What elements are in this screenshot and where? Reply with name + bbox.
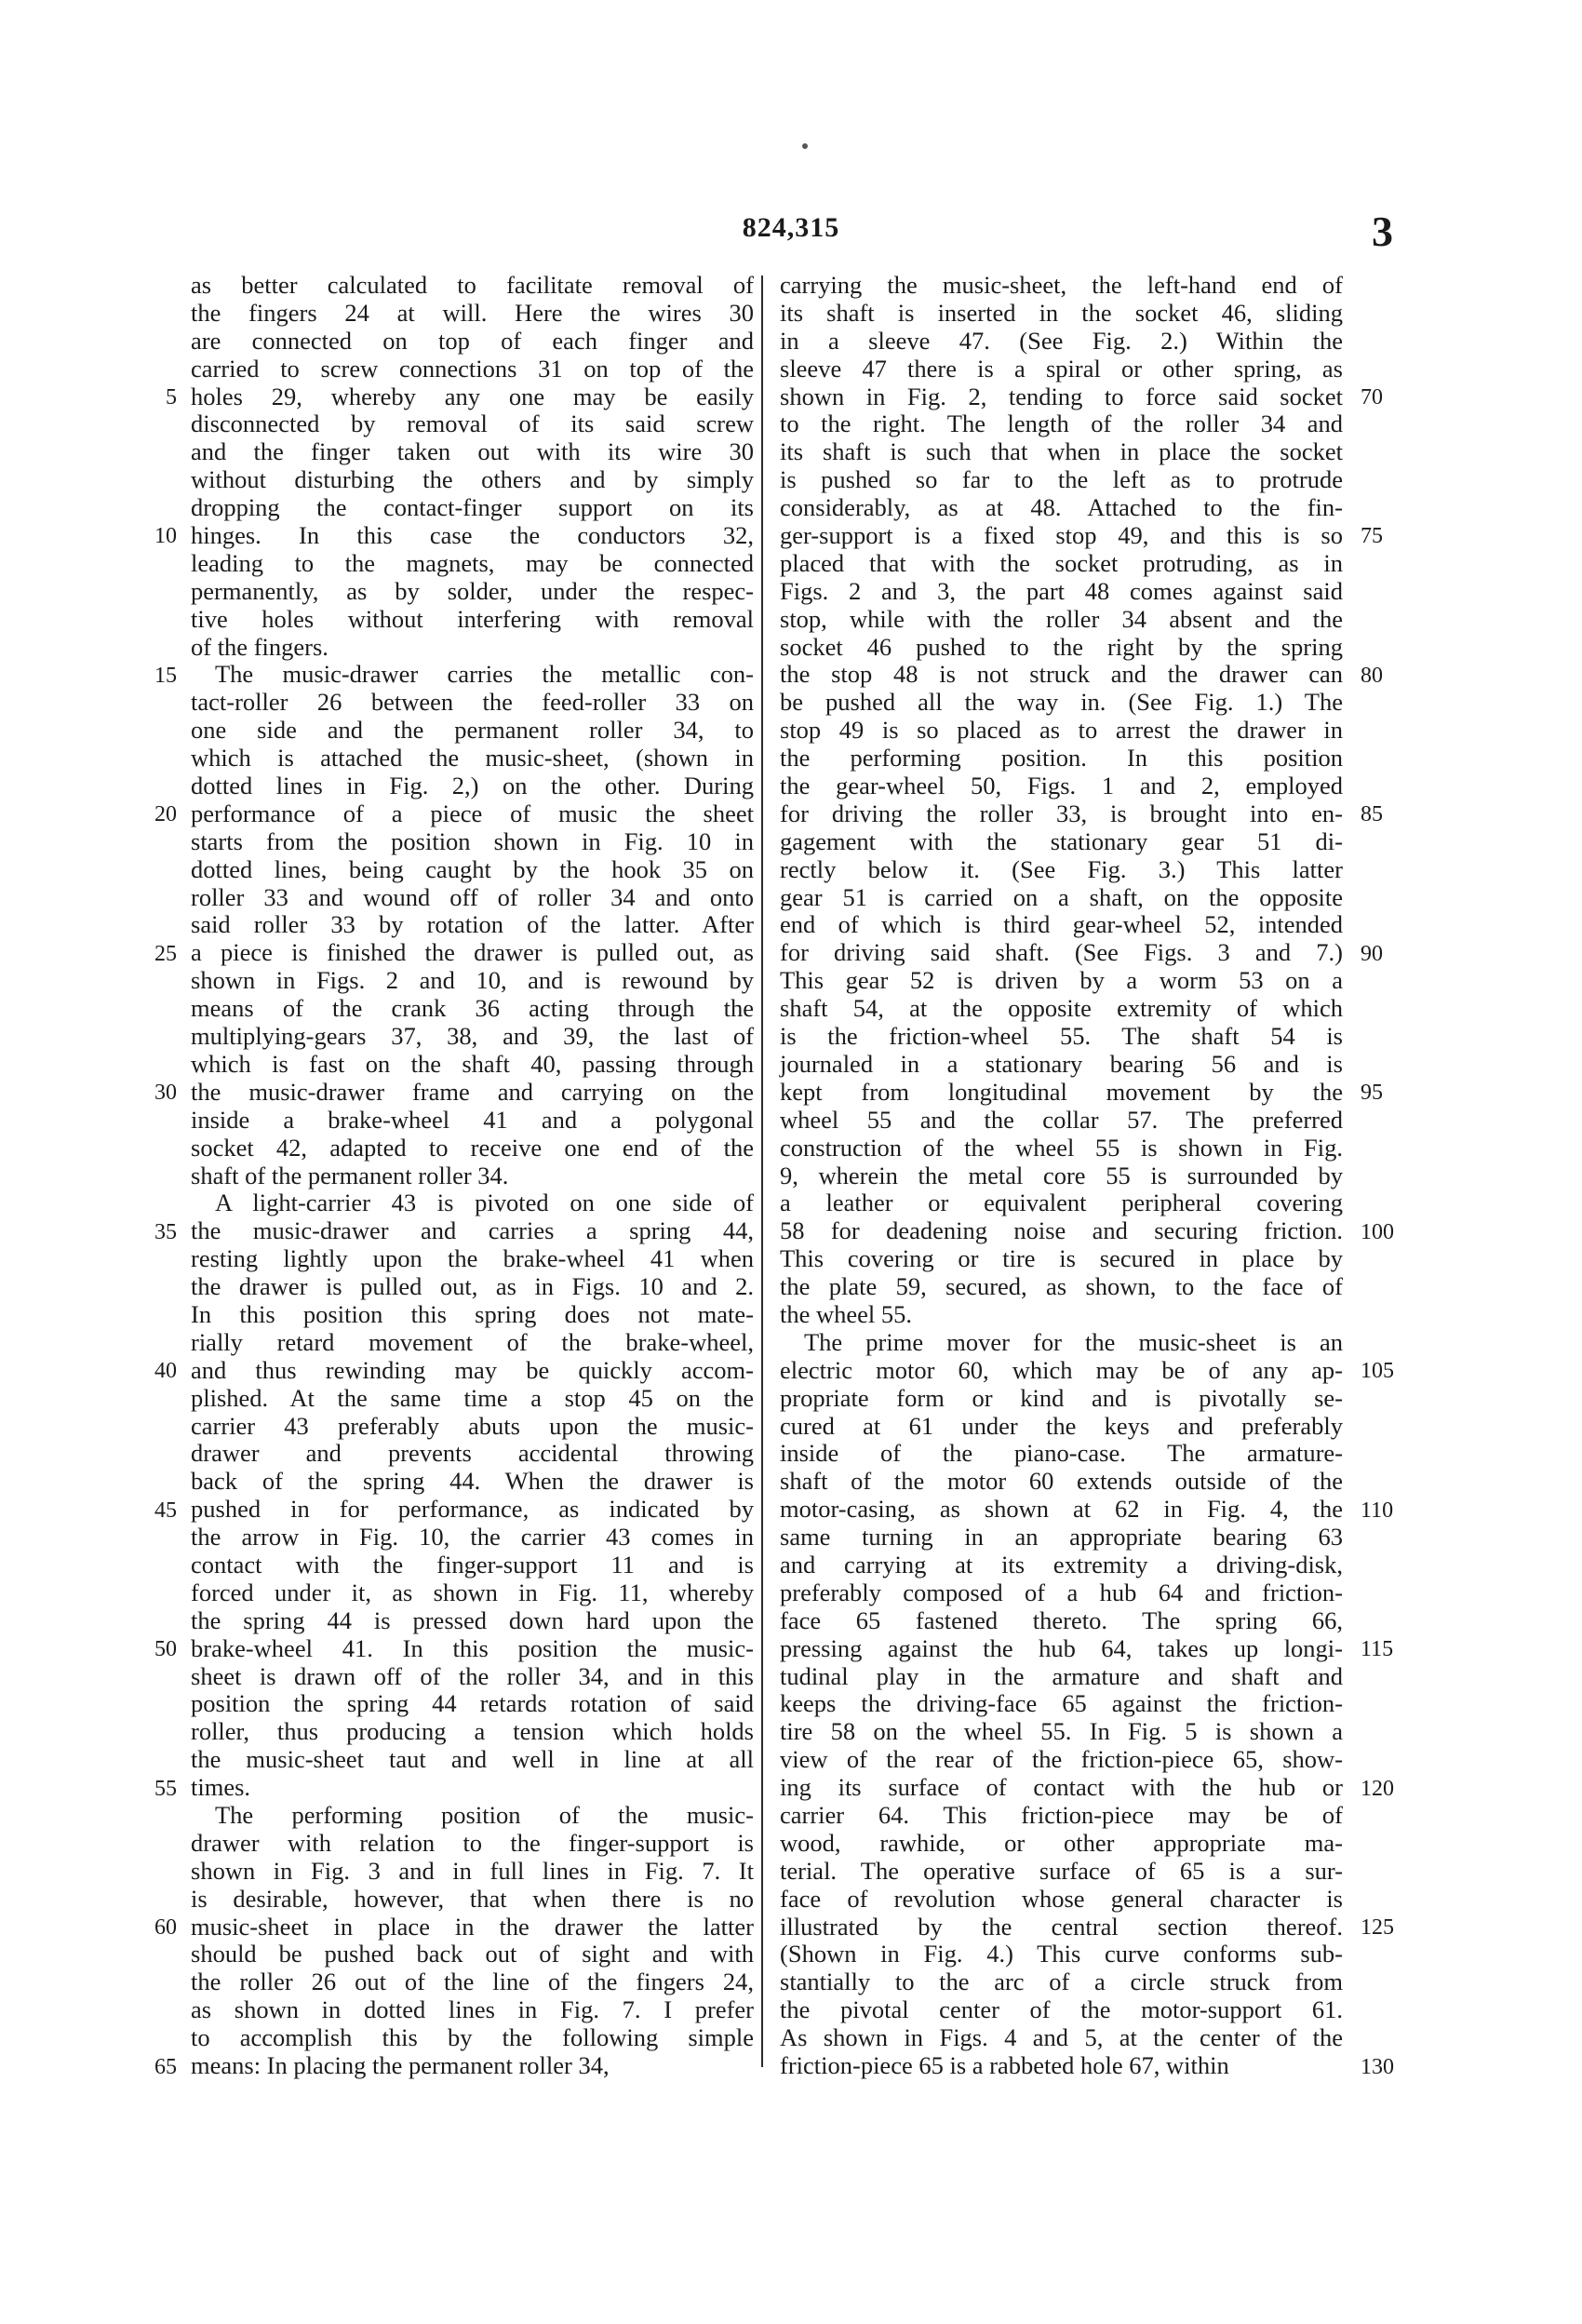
line-number: 80 bbox=[1361, 663, 1383, 688]
text-line: hinges. In this case the conductors 32, bbox=[191, 521, 754, 550]
text-line: face 65 fastened thereto. The spring 66, bbox=[780, 1605, 1343, 1634]
text-line: The prime mover for the music-sheet is an bbox=[804, 1327, 1343, 1356]
line-number: 50 bbox=[154, 1637, 177, 1662]
text-line: in a sleeve 47. (See Fig. 2.) Within the bbox=[780, 326, 1343, 355]
text-line: drawer and prevents accidental throwing bbox=[191, 1439, 754, 1468]
text-line: the arrow in Fig. 10, the carrier 43 comes in bbox=[191, 1523, 754, 1552]
text-line: the performing position. In this position bbox=[780, 744, 1343, 772]
text-line: a piece is finished the drawer is pulled out, as bbox=[191, 938, 754, 967]
text-line: motor-casing, as shown at 62 in Fig. 4, the bbox=[780, 1495, 1343, 1524]
text-line: shown in Figs. 2 and 10, and is rewound by bbox=[191, 966, 754, 995]
text-line: for driving the roller 33, is brought into en- bbox=[780, 799, 1343, 827]
text-line: wheel 55 and the collar 57. The preferred bbox=[780, 1105, 1343, 1134]
text-line: the music-sheet taut and well in line at all bbox=[191, 1745, 754, 1774]
text-line: which is fast on the shaft 40, passing through bbox=[191, 1049, 754, 1078]
line-number: 15 bbox=[154, 663, 177, 688]
line-number: 55 bbox=[154, 1776, 177, 1801]
text-line: forced under it, as shown in Fig. 11, whereby bbox=[191, 1578, 754, 1606]
line-number: 85 bbox=[1361, 802, 1383, 827]
text-line: terial. The operative surface of 65 is a sur- bbox=[780, 1856, 1343, 1885]
text-line: leading to the magnets, may be connected bbox=[191, 548, 754, 577]
text-line: its shaft is such that when in place the socket bbox=[780, 437, 1343, 466]
text-line: the music-drawer frame and carrying on the bbox=[191, 1077, 754, 1106]
text-line: placed that with the socket protruding, as in bbox=[780, 548, 1343, 577]
line-number: 105 bbox=[1361, 1359, 1394, 1384]
text-line: the plate 59, secured, as shown, to the face of bbox=[780, 1272, 1343, 1301]
text-line: pushed in for performance, as indicated by bbox=[191, 1495, 754, 1524]
line-number: 30 bbox=[154, 1081, 177, 1106]
text-line: end of which is third gear-wheel 52, intended bbox=[780, 910, 1343, 939]
text-line: and thus rewinding may be quickly accom- bbox=[191, 1355, 754, 1384]
text-line: is desirable, however, that when there is no bbox=[191, 1884, 754, 1913]
text-line: its shaft is inserted in the socket 46, sliding bbox=[780, 298, 1343, 327]
text-line: is pushed so far to the left as to protrude bbox=[780, 465, 1343, 494]
line-number: 90 bbox=[1361, 941, 1383, 966]
text-line: back of the spring 44. When the drawer is bbox=[191, 1467, 754, 1496]
right-text-column bbox=[780, 272, 1343, 2077]
text-line: shown in Fig. 2, tending to force said socket bbox=[780, 382, 1343, 410]
line-number: 10 bbox=[154, 524, 177, 549]
line-number: 95 bbox=[1361, 1081, 1383, 1106]
text-line: to accomplish this by the following simple bbox=[191, 2023, 754, 2052]
text-line: disconnected by removal of its said screw bbox=[191, 410, 754, 438]
text-line: carrying the music-sheet, the left-hand end of bbox=[780, 271, 1343, 299]
text-line: kept from longitudinal movement by the bbox=[780, 1077, 1343, 1106]
line-number: 5 bbox=[166, 384, 177, 410]
text-line: construction of the wheel 55 is shown in Fig. bbox=[780, 1133, 1343, 1162]
text-line: illustrated by the central section thereof. bbox=[780, 1912, 1343, 1941]
text-line: face of revolution whose general character is bbox=[780, 1884, 1343, 1913]
text-line: sheet is drawn off of the roller 34, and in this bbox=[191, 1661, 754, 1690]
text-line: rially retard movement of the brake-wheel, bbox=[191, 1327, 754, 1356]
text-line: shaft of the permanent roller 34. bbox=[191, 1161, 509, 1189]
text-line: Figs. 2 and 3, the part 48 comes against said bbox=[780, 576, 1343, 605]
print-speck bbox=[802, 143, 808, 149]
text-line: brake-wheel 41. In this position the music- bbox=[191, 1633, 754, 1662]
text-line: means: In placing the permanent roller 34, bbox=[191, 2051, 610, 2079]
text-line: roller 33 and wound off of roller 34 and onto bbox=[191, 882, 754, 911]
text-line: sleeve 47 there is a spiral or other spring, as bbox=[780, 354, 1343, 383]
text-line: and the finger taken out with its wire 30 bbox=[191, 437, 754, 466]
text-line: shaft of the motor 60 extends outside of the bbox=[780, 1467, 1343, 1496]
text-line: As shown in Figs. 4 and 5, at the center of the bbox=[780, 2023, 1343, 2052]
text-line: 9, wherein the metal core 55 is surrounded by bbox=[780, 1161, 1343, 1189]
text-line: socket 42, adapted to receive one end of the bbox=[191, 1133, 754, 1162]
text-line: stantially to the arc of a circle struck from bbox=[780, 1968, 1343, 1996]
text-line: the stop 48 is not struck and the drawer can bbox=[780, 660, 1343, 689]
text-line: as shown in dotted lines in Fig. 7. I prefer bbox=[191, 1995, 754, 2024]
text-line: shown in Fig. 3 and in full lines in Fig. 7. It bbox=[191, 1856, 754, 1885]
text-line: journaled in a stationary bearing 56 and is bbox=[780, 1049, 1343, 1078]
text-line: without disturbing the others and by simply bbox=[191, 465, 754, 494]
text-line: the pivotal center of the motor-support 61. bbox=[780, 1995, 1343, 2024]
text-line: shaft 54, at the opposite extremity of which bbox=[780, 994, 1343, 1023]
text-line: inside of the piano-case. The armature- bbox=[780, 1439, 1343, 1468]
left-text-column bbox=[191, 272, 754, 2077]
text-line: of the fingers. bbox=[191, 632, 328, 661]
text-line: stop, while with the roller 34 absent and the bbox=[780, 604, 1343, 633]
text-line: resting lightly upon the brake-wheel 41 when bbox=[191, 1244, 754, 1273]
text-line: A light-carrier 43 is pivoted on one side of bbox=[215, 1189, 754, 1217]
text-line: tive holes without interfering with removal bbox=[191, 604, 754, 633]
text-line: This gear 52 is driven by a worm 53 on a bbox=[780, 966, 1343, 995]
text-line: dropping the contact-finger support on its bbox=[191, 493, 754, 522]
text-line: the spring 44 is pressed down hard upon the bbox=[191, 1605, 754, 1634]
line-number: 75 bbox=[1361, 524, 1383, 549]
text-line: tudinal play in the armature and shaft and bbox=[780, 1661, 1343, 1690]
text-line: holes 29, whereby any one may be easily bbox=[191, 382, 754, 410]
text-line: The performing position of the music- bbox=[215, 1800, 754, 1829]
text-line: performance of a piece of music the sheet bbox=[191, 799, 754, 827]
text-line: the fingers 24 at will. Here the wires 30 bbox=[191, 298, 754, 327]
text-line: This covering or tire is secured in place by bbox=[780, 1244, 1343, 1273]
line-number: 130 bbox=[1361, 2054, 1394, 2079]
text-line: ger-support is a fixed stop 49, and this is so bbox=[780, 521, 1343, 550]
line-number: 60 bbox=[154, 1915, 177, 1941]
text-line: carrier 64. This friction-piece may be of bbox=[780, 1800, 1343, 1829]
text-line: to the right. The length of the roller 34 and bbox=[780, 410, 1343, 438]
text-line: propriate form or kind and is pivotally se- bbox=[780, 1383, 1343, 1412]
text-line: inside a brake-wheel 41 and a polygonal bbox=[191, 1105, 754, 1134]
text-line: the drawer is pulled out, as in Figs. 10 and 2. bbox=[191, 1272, 754, 1301]
text-line: be pushed all the way in. (See Fig. 1.) The bbox=[780, 688, 1343, 717]
text-line: starts from the position shown in Fig. 10 in bbox=[191, 826, 754, 855]
text-line: times. bbox=[191, 1773, 251, 1802]
text-line: keeps the driving-face 65 against the friction- bbox=[780, 1689, 1343, 1718]
text-line: the roller 26 out of the line of the fingers 24, bbox=[191, 1968, 754, 1996]
line-number: 20 bbox=[154, 802, 177, 827]
text-line: as better calculated to facilitate removal of bbox=[191, 271, 754, 299]
text-line: and carrying at its extremity a driving-disk, bbox=[780, 1550, 1343, 1578]
text-line: rectly below it. (See Fig. 3.) This latter bbox=[780, 854, 1343, 883]
text-line: position the spring 44 retards rotation of said bbox=[191, 1689, 754, 1718]
text-line: one side and the permanent roller 34, to bbox=[191, 716, 754, 745]
line-number: 120 bbox=[1361, 1776, 1394, 1801]
line-number: 25 bbox=[154, 941, 177, 966]
line-number: 110 bbox=[1361, 1498, 1394, 1523]
text-line: means of the crank 36 acting through the bbox=[191, 994, 754, 1023]
line-number: 40 bbox=[154, 1359, 177, 1384]
text-line: for driving said shaft. (See Figs. 3 and 7.) bbox=[780, 938, 1343, 967]
text-line: tire 58 on the wheel 55. In Fig. 5 is shown a bbox=[780, 1717, 1343, 1746]
text-line: the wheel 55. bbox=[780, 1299, 913, 1328]
text-line: plished. At the same time a stop 45 on the bbox=[191, 1383, 754, 1412]
text-line: same turning in an appropriate bearing 63 bbox=[780, 1523, 1343, 1552]
column-divider bbox=[761, 275, 763, 2067]
text-line: said roller 33 by rotation of the latter. After bbox=[191, 910, 754, 939]
text-line: music-sheet in place in the drawer the latter bbox=[191, 1912, 754, 1941]
line-number: 35 bbox=[154, 1219, 177, 1244]
text-line: dotted lines in Fig. 2,) on the other. During bbox=[191, 772, 754, 800]
text-line: wood, rawhide, or other appropriate ma- bbox=[780, 1828, 1343, 1857]
text-line: are connected on top of each finger and bbox=[191, 326, 754, 355]
text-line: 58 for deadening noise and securing friction. bbox=[780, 1216, 1343, 1245]
text-line: a leather or equivalent peripheral covering bbox=[780, 1189, 1343, 1217]
text-line: electric motor 60, which may be of any ap- bbox=[780, 1355, 1343, 1384]
text-line: drawer with relation to the finger-support is bbox=[191, 1828, 754, 1857]
line-number: 125 bbox=[1361, 1915, 1394, 1941]
text-line: dotted lines, being caught by the hook 35 on bbox=[191, 854, 754, 883]
line-number: 70 bbox=[1361, 384, 1383, 410]
text-line: tact-roller 26 between the feed-roller 33 on bbox=[191, 688, 754, 717]
line-number: 45 bbox=[154, 1498, 177, 1523]
text-line: contact with the finger-support 11 and is bbox=[191, 1550, 754, 1578]
text-line: the music-drawer and carries a spring 44, bbox=[191, 1216, 754, 1245]
text-line: cured at 61 under the keys and preferably bbox=[780, 1411, 1343, 1440]
text-line: The music-drawer carries the metallic con- bbox=[215, 660, 754, 689]
text-line: permanently, as by solder, under the respec- bbox=[191, 576, 754, 605]
line-number: 100 bbox=[1361, 1219, 1394, 1244]
page-number: 3 bbox=[1372, 208, 1393, 255]
text-line: stop 49 is so placed as to arrest the drawer in bbox=[780, 716, 1343, 745]
text-line: carrier 43 preferably abuts upon the music- bbox=[191, 1411, 754, 1440]
text-line: preferably composed of a hub 64 and friction- bbox=[780, 1578, 1343, 1606]
text-line: In this position this spring does not mate- bbox=[191, 1299, 754, 1328]
text-line: considerably, as at 48. Attached to the fin- bbox=[780, 493, 1343, 522]
text-line: gear 51 is carried on a shaft, on the opposite bbox=[780, 882, 1343, 911]
text-line: which is attached the music-sheet, (shown in bbox=[191, 744, 754, 772]
text-line: carried to screw connections 31 on top of the bbox=[191, 354, 754, 383]
text-line: ing its surface of contact with the hub or bbox=[780, 1773, 1343, 1802]
text-line: is the friction-wheel 55. The shaft 54 is bbox=[780, 1022, 1343, 1051]
patent-number: 824,315 bbox=[742, 212, 840, 243]
line-number: 115 bbox=[1361, 1637, 1394, 1662]
text-line: multiplying-gears 37, 38, and 39, the last of bbox=[191, 1022, 754, 1051]
line-number: 65 bbox=[154, 2054, 177, 2079]
text-line: friction-piece 65 is a rabbeted hole 67, within bbox=[780, 2051, 1229, 2079]
text-line: the gear-wheel 50, Figs. 1 and 2, employed bbox=[780, 772, 1343, 800]
text-line: pressing against the hub 64, takes up longi- bbox=[780, 1633, 1343, 1662]
text-line: (Shown in Fig. 4.) This curve conforms sub- bbox=[780, 1940, 1343, 1968]
text-line: socket 46 pushed to the right by the spring bbox=[780, 632, 1343, 661]
text-line: gagement with the stationary gear 51 di- bbox=[780, 826, 1343, 855]
text-line: view of the rear of the friction-piece 65, show- bbox=[780, 1745, 1343, 1774]
text-line: should be pushed back out of sight and with bbox=[191, 1940, 754, 1968]
text-line: roller, thus producing a tension which holds bbox=[191, 1717, 754, 1746]
